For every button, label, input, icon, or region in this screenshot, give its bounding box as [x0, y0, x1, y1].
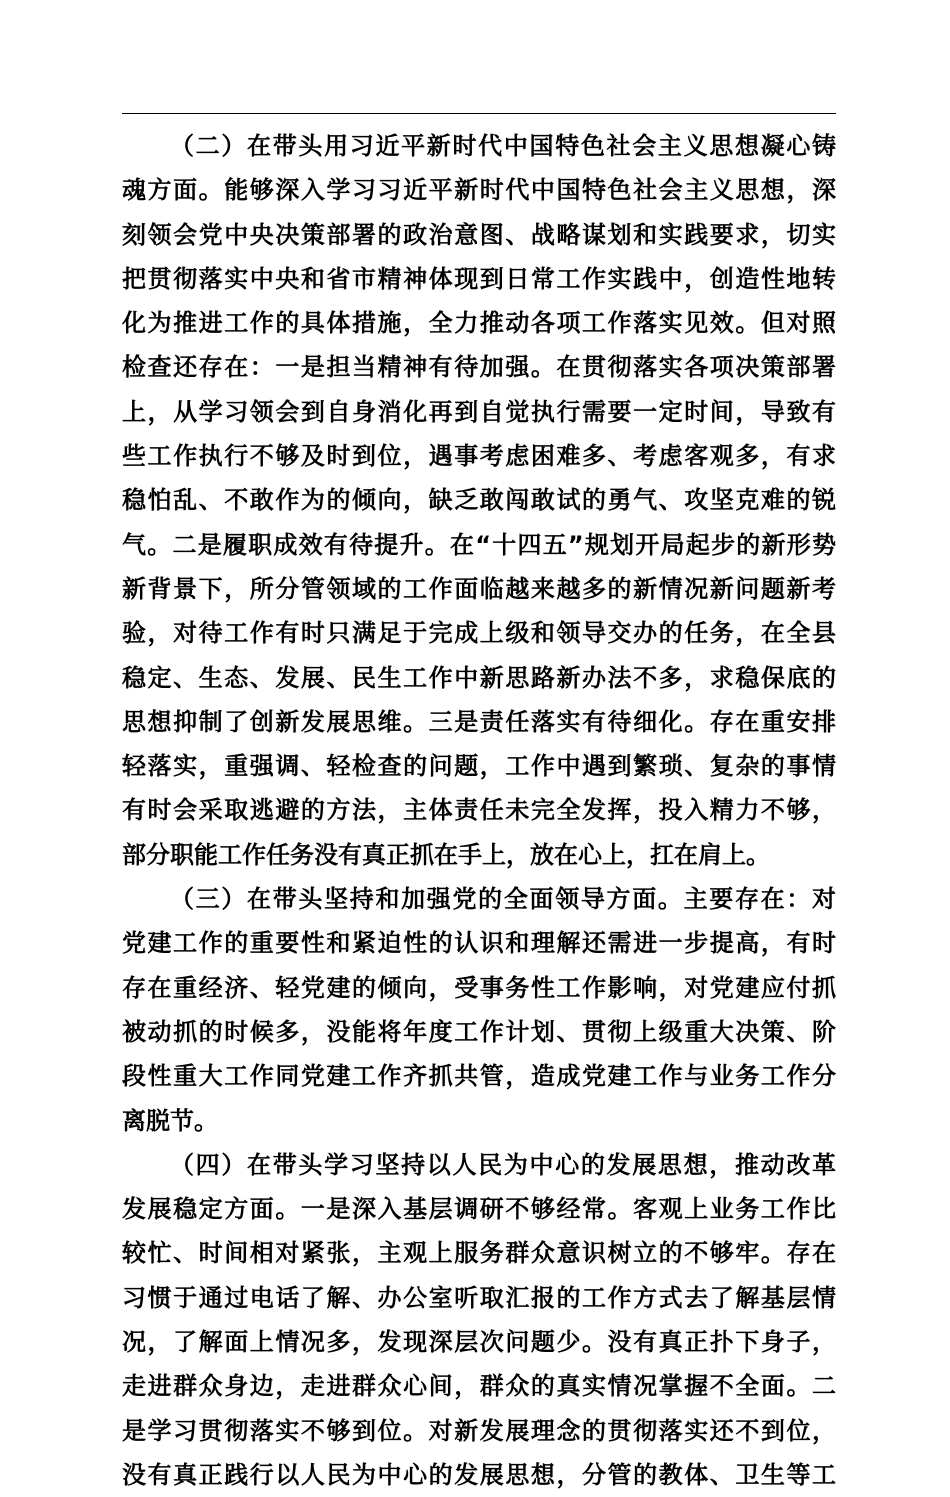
text-line: 段性重大工作同党建工作齐抓共管，造成党建工作与业务工作分 — [122, 1062, 836, 1091]
text-line: 新背景下，所分管领域的工作面临越来越多的新情况新问题新考 — [122, 574, 836, 603]
paragraph-section-2 — [122, 124, 836, 877]
text-line: 存在重经济、轻党建的倾向，受事务性工作影响，对党建应付抓 — [122, 973, 836, 1002]
text-line: 思想抑制了创新发展思维。三是责任落实有待细化。存在重安排 — [122, 707, 836, 736]
text-line: 稳定、生态、发展、民生工作中新思路新办法不多，求稳保底的 — [122, 663, 836, 692]
text-line: 魂方面。能够深入学习习近平新时代中国特色社会主义思想，深 — [122, 176, 836, 205]
text-line: 离脱节。 — [122, 1106, 218, 1135]
header-rule — [122, 113, 836, 114]
paragraph-section-3 — [122, 877, 836, 1143]
text-line: 较忙、时间相对紧张，主观上服务群众意识树立的不够牢。存在 — [122, 1239, 836, 1268]
text-line: 验，对待工作有时只满足于完成上级和领导交办的任务，在全县 — [122, 619, 836, 648]
text-line: 些工作执行不够及时到位，遇事考虑困难多、考虑客观多，有求 — [122, 442, 836, 471]
text-line: 况，了解面上情况多，发现深层次问题少。没有真正扑下身子， — [122, 1328, 836, 1357]
text-line: 化为推进工作的具体措施，全力推动各项工作落实见效。但对照 — [122, 309, 836, 338]
text-line: （二）在带头用习近平新时代中国特色社会主义思想凝心铸 — [170, 132, 836, 160]
text-line: 气。二是履职成效有待提升。在“十四五”规划开局起步的新形势 — [122, 530, 836, 559]
text-line: 党建工作的重要性和紧迫性的认识和理解还需进一步提高，有时 — [122, 929, 836, 958]
text-line: 把贯彻落实中央和省市精神体现到日常工作实践中，创造性地转 — [122, 264, 836, 293]
text-line: （四）在带头学习坚持以人民为中心的发展思想，推动改革 — [170, 1150, 836, 1179]
text-line: 检查还存在：一是担当精神有待加强。在贯彻落实各项决策部署 — [122, 353, 836, 382]
body-text — [122, 124, 836, 1497]
text-line: 稳怕乱、不敢作为的倾向，缺乏敢闯敢试的勇气、攻坚克难的锐 — [122, 486, 836, 515]
text-line: 上，从学习领会到自身消化再到自觉执行需要一定时间，导致有 — [122, 397, 836, 426]
text-line: 有时会采取逃避的方法，主体责任未完全发挥，投入精力不够， — [122, 796, 836, 825]
text-line: 是学习贯彻落实不够到位。对新发展理念的贯彻落实还不到位， — [122, 1416, 836, 1445]
text-line: （三）在带头坚持和加强党的全面领导方面。主要存在：对 — [170, 885, 836, 914]
text-line: 走进群众身边，走进群众心间，群众的真实情况掌握不全面。二 — [122, 1372, 836, 1401]
text-line: 习惯于通过电话了解、办公室听取汇报的工作方式去了解基层情 — [122, 1283, 836, 1312]
text-line: 被动抓的时候多，没能将年度工作计划、贯彻上级重大决策、阶 — [122, 1017, 836, 1046]
text-line: 没有真正践行以人民为中心的发展思想，分管的教体、卫生等工 — [122, 1460, 836, 1489]
text-line: 刻领会党中央决策部署的政治意图、战略谋划和实践要求，切实 — [122, 220, 836, 249]
text-line: 轻落实，重强调、轻检查的问题，工作中遇到繁琐、复杂的事情 — [122, 752, 836, 781]
text-line: 部分职能工作任务没有真正抓在手上，放在心上，扛在肩上。 — [122, 840, 770, 869]
paragraph-section-4 — [122, 1143, 836, 1497]
text-line: 发展稳定方面。一是深入基层调研不够经常。客观上业务工作比 — [122, 1195, 836, 1224]
